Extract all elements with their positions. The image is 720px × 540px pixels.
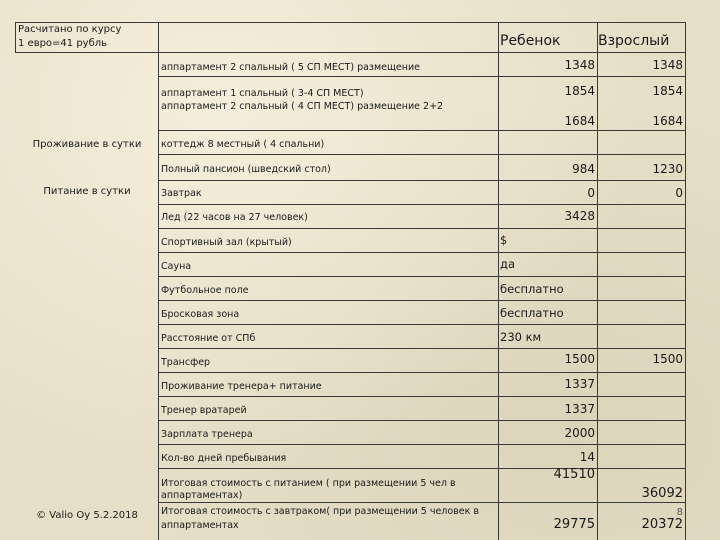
total-full-adult: 36092 bbox=[641, 486, 683, 501]
grid-line bbox=[15, 52, 158, 53]
grid-line bbox=[158, 396, 685, 397]
grid-line bbox=[597, 22, 598, 540]
row-item: Проживание тренера+ питание bbox=[161, 381, 322, 392]
adult-value: 1684 bbox=[652, 114, 683, 128]
row-item: аппартамент 2 спальный ( 4 СП МЕСТ) размещение 2+2 bbox=[161, 101, 444, 112]
total-breakfast-child: 29775 bbox=[553, 517, 595, 532]
grid-line bbox=[158, 468, 685, 469]
child-value: 1500 bbox=[564, 352, 595, 366]
row-item: коттедж 8 местный ( 4 спальни) bbox=[161, 139, 325, 150]
row-item: Полный пансион (шведский стол) bbox=[161, 164, 331, 175]
row-item: Зарплата тренера bbox=[161, 429, 253, 440]
child-value: 1684 bbox=[564, 114, 595, 128]
grid-line bbox=[158, 348, 685, 349]
adult-value: 1854 bbox=[652, 84, 683, 98]
total-full-label-line1: Итоговая стоимость с питанием ( при размещении 5 чел в bbox=[161, 478, 456, 489]
grid-line bbox=[158, 76, 685, 77]
row-item: Трансфер bbox=[161, 357, 211, 368]
grid-line bbox=[158, 180, 685, 181]
row-item: Бросковая зона bbox=[161, 309, 240, 320]
grid-line bbox=[498, 22, 499, 540]
row-item: Завтрак bbox=[161, 188, 202, 199]
child-value: 1337 bbox=[564, 402, 595, 416]
accommodation-label: Проживание в сутки bbox=[32, 139, 142, 150]
row-item: Спортивный зал (крытый) bbox=[161, 237, 292, 248]
child-value: 3428 bbox=[564, 209, 595, 223]
grid-line bbox=[158, 52, 685, 53]
child-value: 230 км bbox=[500, 330, 542, 344]
grid-line bbox=[158, 444, 685, 445]
grid-line bbox=[158, 420, 685, 421]
grid-line bbox=[15, 22, 685, 23]
row-item: Расстояние от СПб bbox=[161, 333, 256, 344]
row-item: Футбольное поле bbox=[161, 285, 249, 296]
total-full-child: 41510 bbox=[553, 467, 595, 482]
grid-line bbox=[158, 276, 685, 277]
child-value: 0 bbox=[587, 186, 595, 200]
row-item: Лед (22 часов на 27 человек) bbox=[161, 212, 308, 223]
adult-column-header: Взрослый bbox=[598, 33, 670, 49]
grid-line bbox=[158, 154, 685, 155]
row-item: Кол-во дней пребывания bbox=[161, 453, 287, 464]
row-item: аппартамент 2 спальный ( 5 СП МЕСТ) размещение bbox=[161, 62, 421, 73]
grid-line bbox=[158, 300, 685, 301]
child-value: 1337 bbox=[564, 377, 595, 391]
grid-line bbox=[158, 204, 685, 205]
grid-line bbox=[158, 324, 685, 325]
child-value: 984 bbox=[572, 162, 595, 176]
child-column-header: Ребенок bbox=[500, 33, 561, 49]
grid-line bbox=[15, 22, 16, 52]
adult-value: 1230 bbox=[652, 162, 683, 176]
grid-line bbox=[158, 130, 685, 131]
page-number: 8 bbox=[676, 507, 683, 518]
adult-value: 1348 bbox=[652, 58, 683, 72]
child-value: 1348 bbox=[564, 58, 595, 72]
adult-value: 0 bbox=[675, 186, 683, 200]
grid-line bbox=[158, 22, 159, 540]
meals-label: Питание в сутки bbox=[43, 186, 131, 197]
grid-line bbox=[158, 252, 685, 253]
row-item: Тренер вратарей bbox=[161, 405, 247, 416]
child-value: бесплатно bbox=[500, 306, 564, 320]
child-value: $ bbox=[500, 233, 508, 247]
row-item: аппартамент 1 спальный ( 3-4 СП МЕСТ) bbox=[161, 88, 364, 99]
child-value: бесплатно bbox=[500, 282, 564, 296]
child-value: 14 bbox=[579, 450, 595, 464]
total-full-label-line2: аппартаментах) bbox=[161, 490, 243, 501]
adult-value: 1500 bbox=[652, 352, 683, 366]
grid-line bbox=[685, 22, 686, 540]
total-breakfast-label-line1: Итоговая стоимость с завтраком( при размещении 5 человек в bbox=[161, 506, 479, 517]
total-breakfast-label-line2: аппартаментах bbox=[161, 520, 239, 531]
grid-line bbox=[158, 372, 685, 373]
grid-line bbox=[158, 228, 685, 229]
child-value: 2000 bbox=[564, 426, 595, 440]
rate-note-line1: Расчитано по курсу bbox=[18, 24, 122, 35]
copyright-note: © Valio Oy 5.2.2018 bbox=[36, 510, 138, 521]
total-breakfast-adult: 20372 bbox=[641, 517, 683, 532]
child-value: 1854 bbox=[564, 84, 595, 98]
rate-note-line2: 1 евро=41 рубль bbox=[18, 38, 108, 49]
row-item: Сауна bbox=[161, 261, 192, 272]
grid-line bbox=[158, 502, 685, 503]
child-value: да bbox=[500, 257, 515, 271]
